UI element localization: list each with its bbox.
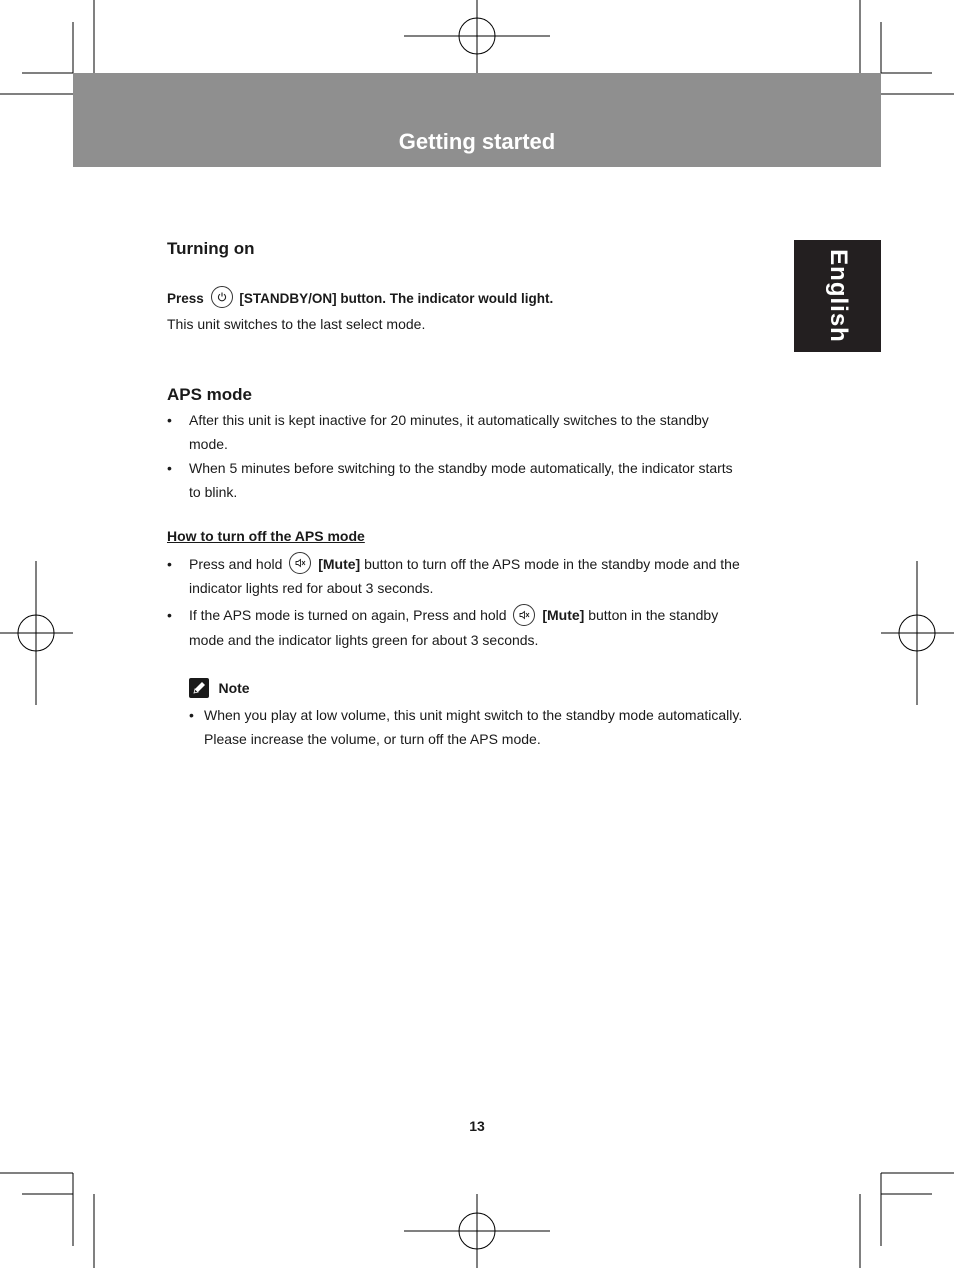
list-item: • After this unit is kept inactive for 20 minutes, it automatically switches to the standby mode. [167,412,709,452]
turning-on-heading: Turning on [167,239,255,258]
turn-off-heading: How to turn off the APS mode [167,528,365,544]
power-icon [211,286,233,308]
aps-mode-list [167,408,787,504]
turning-on-description: This unit switches to the last select mode. [167,316,426,332]
list-item: • When you play at low volume, this unit might switch to the standby mode automatically. Please increase the volume, or turn off the APS mode. [189,707,743,747]
mute-icon [289,552,311,574]
note-label: Note [218,680,250,696]
language-tab-label: English [824,249,852,343]
language-tab [794,240,881,352]
pencil-icon [189,678,209,698]
press-label: Press [167,291,204,306]
standby-button-text: [STANDBY/ON] button. The indicator would light. [239,291,554,306]
note-list [189,703,789,751]
page-number: 13 [469,1118,485,1134]
note-header [189,678,250,698]
mute-icon [513,604,535,626]
turning-on-instruction [167,288,553,310]
list-item: • Press and hold [Mute] button to turn off the APS mode in the standby mode and the indicator lights red for about 3 seconds. [167,552,787,600]
turn-off-list [167,552,787,652]
list-item: • If the APS mode is turned on again, Press and hold [Mute] button in the standby mode and the indicator lights green for about 3 seconds. [167,603,787,651]
page-title: Getting started [398,129,556,154]
header-band [73,73,881,167]
aps-mode-heading: APS mode [167,385,253,404]
list-item: • When 5 minutes before switching to the standby mode automatically, the indicator starts to blink. [167,460,733,500]
